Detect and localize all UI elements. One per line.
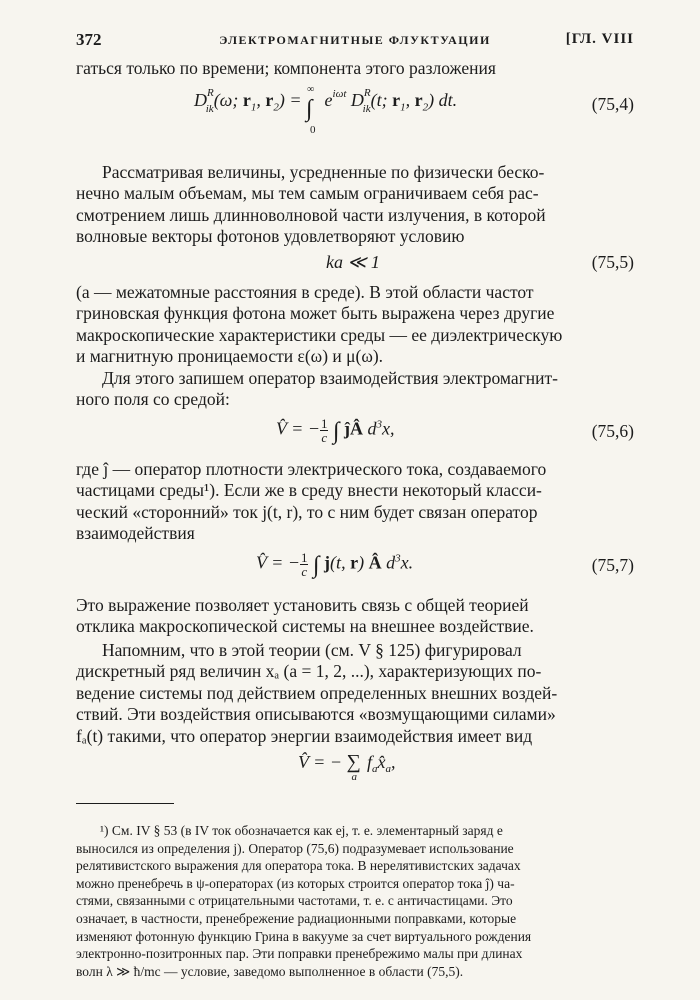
equation-interaction-energy-body: V̂ = − ∑ a $f_ax̂_a$,	[298, 751, 396, 783]
equation-75-4	[76, 80, 634, 150]
chapter-label: [ГЛ. VIII	[565, 31, 634, 47]
footnote-line: релятивистского выражения для оператора тока. В нерелятивистских задачах	[76, 858, 521, 874]
equation-label: (75,5)	[591, 251, 634, 272]
equation-label: (75,7)	[591, 554, 634, 575]
running-header	[76, 30, 634, 54]
equation-interaction-energy	[76, 747, 634, 793]
footnote-line: стями, связанными с отрицательными частотами, т. е. с античастицами. Это	[76, 893, 513, 909]
footnote-rule	[76, 803, 174, 804]
page-number: 372	[76, 30, 102, 49]
footnote	[76, 822, 634, 980]
book-page	[76, 30, 634, 980]
footnote-line: изменяют фотонную функцию Грина в вакууме за счет виртуального рождения	[76, 928, 532, 944]
paragraph-1: гаться только по времени; компонента этого разложения	[76, 58, 496, 78]
equation-75-6	[76, 411, 634, 455]
equation-75-5-body: ka ≪ 1	[326, 251, 380, 272]
equation-label: (75,4)	[591, 93, 634, 114]
paragraph-3: (a — межатомные расстояния в среде). В этой области частот гриновская функция фотона может быть выражена через другие макроскопические характеристики среды — ее диэлектрическую и магнитную проницаемости ε(ω) и μ(ω).	[76, 281, 563, 366]
footnote-line: волн λ ≫ ħ/mc — условие, заведомо выполненное в области (75,5).	[76, 963, 464, 979]
footnote-line: выносился из определения j). Оператор (75,6) подразумевает использование	[76, 840, 514, 856]
footnote-line: ¹) См. IV § 53 (в IV ток обозначается как ej, т. е. элементарный заряд e	[100, 823, 503, 838]
footnote-line: электронно-позитронных пар. Эти поправки пренебрежимо малы при длинах	[76, 946, 523, 962]
paragraph-4: Для этого запишем оператор взаимодействия электромагнит- ного поля со средой:	[76, 367, 558, 409]
equation-75-7-body: V̂ = − $\frac{1}{c}$ ∫ j(t, r) Â $d^3x$.	[256, 549, 414, 579]
equation-label: (75,6)	[591, 420, 634, 441]
running-title: ЭЛЕКТРОМАГНИТНЫЕ ФЛУКТУАЦИИ	[219, 33, 491, 47]
equation-75-7	[76, 545, 634, 589]
equation-75-5	[76, 248, 634, 278]
paragraph-7: Напомним, что в этой теории (см. V § 125) фигурировал дискретный ряд величин xₐ (a = 1, 2, ...), характеризующих по- ведение системы под действием определенных внешних воздей- ствий. Эти воздействия описываются «возмущающими силами» fₐ(t) такими, что оператор энергии взаимодействия имеет вид	[76, 639, 558, 746]
paragraph-6: Это выражение позволяет установить связь с общей теорией отклика макроскопической системы на внешнее воздействие.	[76, 594, 534, 636]
footnote-line: означает, в частности, пренебрежение радиационными поправками, которые	[76, 910, 517, 926]
equation-75-4-body: $D^R_{ik}(\omega$; $r_1$, $r_2$) = ∞ ∫ 0 $e^{i\omega t}$ $D^R_{ik}(t$; $r_1$, $r_2$) dt.	[194, 83, 458, 136]
paragraph-5: где ĵ — оператор плотности электрического тока, создаваемого частицами среды¹). Если же в среду внести некоторый класси- ческий «сторонний» ток j(t, r), то с ним будет связан оператор взаимодействия	[76, 458, 547, 543]
paragraph-2: Рассматривая величины, усредненные по физически беско- нечно малым объемам, мы тем самым ограничиваем себя рас- смотрением лишь длинноволновой части излучения, в которой волновые векторы фотонов удовлетворяют условию	[76, 161, 546, 246]
equation-75-6-body: V̂ = − $\frac{1}{c}$ ∫ ĵÂ $d^3x$,	[276, 415, 395, 445]
footnote-line: можно пренебречь в ψ-операторах (из которых строится оператор тока ĵ) ча-	[76, 875, 515, 891]
